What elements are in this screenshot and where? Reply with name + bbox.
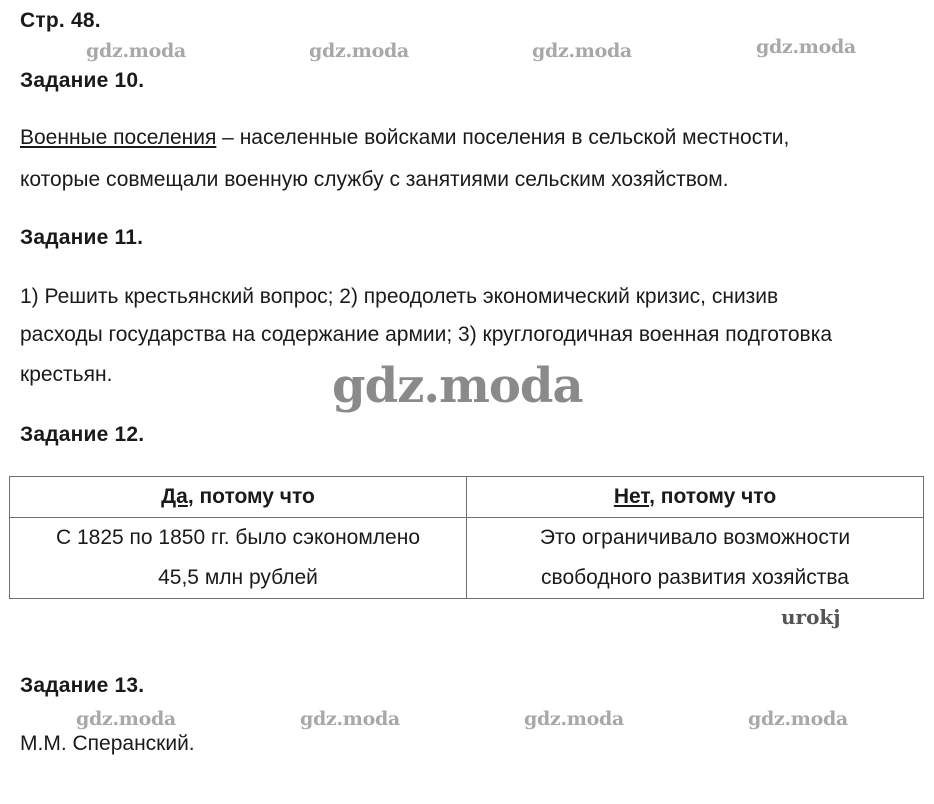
header-yes xyxy=(10,477,467,518)
task-10-heading: Задание 10. xyxy=(20,69,145,92)
task-11-line-3: крестьян. xyxy=(20,363,113,386)
page-number: Стр. 48. xyxy=(20,9,101,32)
watermark-large: gdz.moda xyxy=(332,358,583,414)
cell-yes-line-1: С 1825 по 1850 гг. было сэкономлено xyxy=(55,526,420,549)
cell-no-line-1: Это ограничивало возможности xyxy=(539,526,851,549)
watermark: gdz.moda xyxy=(532,40,632,62)
term-military-settlements: Военные поселения xyxy=(20,126,217,149)
task-10-line-1 xyxy=(20,126,789,150)
table-header-row xyxy=(10,477,924,518)
pros-cons-table xyxy=(9,476,924,599)
watermark: gdz.moda xyxy=(524,708,624,730)
task-10-line-2: которые совмещали военную службу с занятиями сельским хозяйством. xyxy=(20,168,729,191)
watermark: gdz.moda xyxy=(76,708,176,730)
header-yes-rest: , потому что xyxy=(187,485,315,508)
task-10-definition-start: – населенные войсками поселения в сельской местности, xyxy=(216,126,790,149)
cell-no xyxy=(467,518,924,599)
task-13-answer: М.М. Сперанский. xyxy=(20,732,195,755)
header-no-word: Нет xyxy=(613,485,650,508)
watermark: gdz.moda xyxy=(309,40,409,62)
header-yes-word: Да xyxy=(161,485,188,508)
cut-watermark-fragment: urokj xyxy=(781,605,841,629)
table-row xyxy=(10,518,924,599)
cell-yes xyxy=(10,518,467,599)
cell-no-line-2: свободного развития хозяйства xyxy=(541,566,849,589)
task-11-heading: Задание 11. xyxy=(20,226,144,249)
header-no xyxy=(467,477,924,518)
watermark: gdz.moda xyxy=(86,40,186,62)
task-12-heading: Задание 12. xyxy=(20,423,145,446)
task-13-heading: Задание 13. xyxy=(20,674,145,697)
task-11-line-2: расходы государства на содержание армии; 3) круглогодичная военная подготовка xyxy=(20,323,833,346)
cell-yes-line-2: 45,5 млн рублей xyxy=(158,566,318,589)
watermark: gdz.moda xyxy=(756,36,856,58)
header-no-rest: , потому что xyxy=(649,485,777,508)
task-11-line-1: 1) Решить крестьянский вопрос; 2) преодолеть экономический кризис, снизив xyxy=(20,285,779,308)
watermark: gdz.moda xyxy=(300,708,400,730)
watermark: gdz.moda xyxy=(748,708,848,730)
